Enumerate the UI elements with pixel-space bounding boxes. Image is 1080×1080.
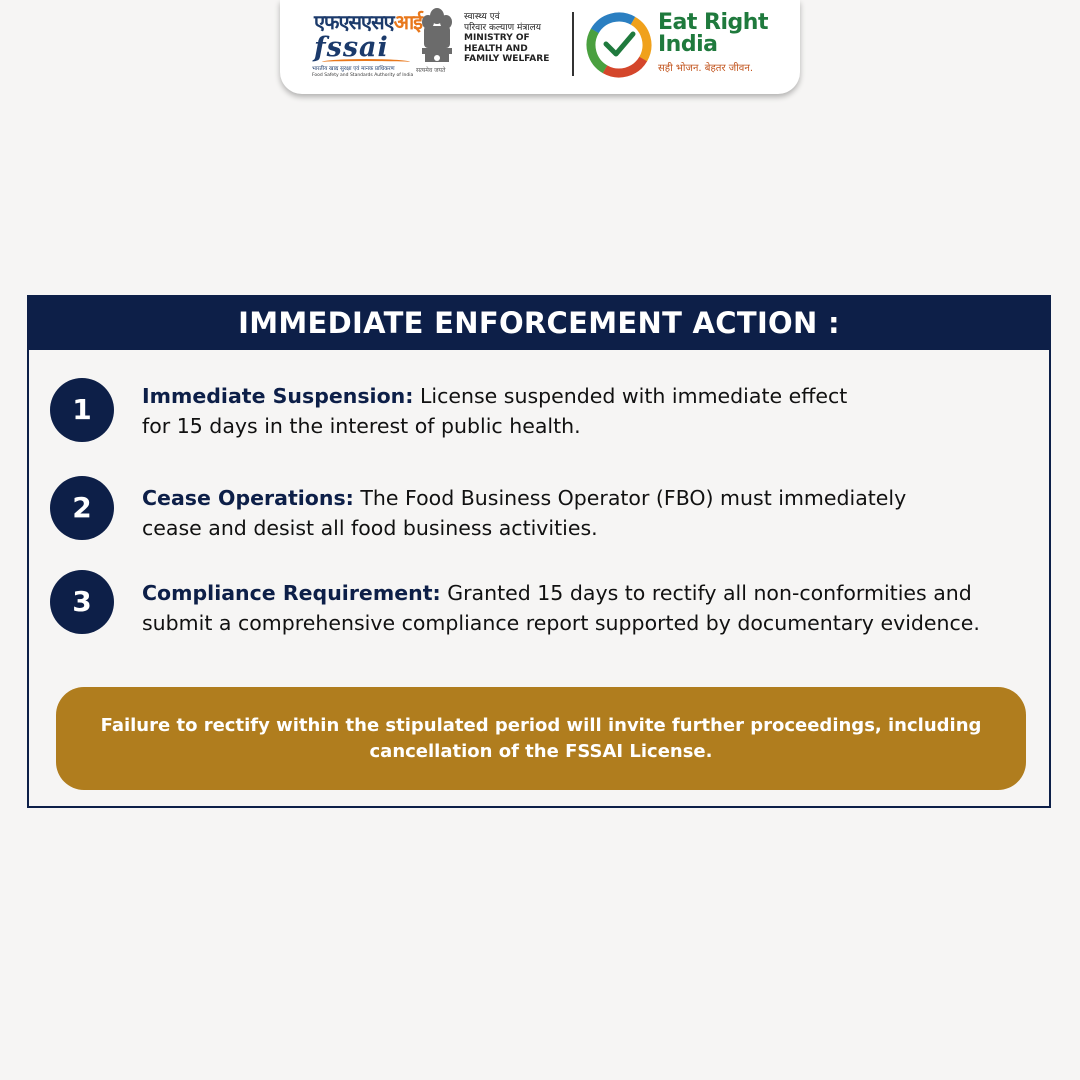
item-description-line-1: Granted 15 days to rectify all non-conformities and	[440, 581, 972, 605]
item-title: Immediate Suspension:	[142, 384, 414, 408]
fssai-hindi-wordmark	[314, 8, 422, 35]
item-description-line-2: submit a comprehensive compliance report supported by documentary evidence.	[142, 611, 980, 635]
item-description-line-1: License suspended with immediate effect	[413, 384, 848, 408]
ministry-english-line-3: FAMILY WELFARE	[464, 54, 550, 64]
logo-divider	[572, 12, 574, 76]
item-text	[142, 381, 1022, 441]
item-title: Cease Operations:	[142, 486, 354, 510]
eri-tagline: सही भोजन. बेहतर जीवन.	[658, 63, 754, 74]
fssai-wordmark: fssai	[314, 32, 389, 63]
warning-notice: Failure to rectify within the stipulated period will invite further proceedings, including cancellation of the FSSAI License.	[56, 687, 1026, 790]
item-description-line-1: The Food Business Operator (FBO) must immediately	[353, 486, 907, 510]
item-title: Compliance Requirement:	[142, 581, 441, 605]
fssai-hindi-accent: आई	[393, 10, 422, 34]
fssai-subtitle-hindi: भारतीय खाद्य सुरक्षा एवं मानक प्राधिकरण	[312, 66, 395, 72]
fssai-hindi-main: एफएसएसए	[314, 10, 394, 34]
item-description-line-2: cease and desist all food business activities.	[142, 516, 598, 540]
ministry-hindi-line-2: परिवार कल्याण मंत्रालय	[464, 22, 541, 33]
eri-line-2: India	[658, 32, 718, 57]
emblem-motto: सत्यमेव जयते	[416, 67, 446, 74]
item-number-badge: 2	[50, 476, 114, 540]
item-description-line-2: for 15 days in the interest of public health.	[142, 414, 581, 438]
ministry-name	[464, 12, 574, 65]
logo-bar	[280, 0, 800, 94]
item-number-badge: 1	[50, 378, 114, 442]
fssai-logo	[310, 6, 422, 82]
eri-line-1: Eat Right	[658, 10, 768, 35]
enforcement-card	[27, 295, 1051, 808]
eat-right-india-wordmark	[658, 12, 768, 56]
item-text	[142, 483, 1022, 543]
ministry-hindi-line-1: स्वास्थ्य एवं	[464, 12, 500, 22]
item-number-badge: 3	[50, 570, 114, 634]
item-text	[142, 578, 1022, 638]
eat-right-india-icon	[586, 12, 652, 78]
card-title: IMMEDIATE ENFORCEMENT ACTION :	[29, 297, 1049, 350]
fssai-subtitle-english: Food Safety and Standards Authority of India	[312, 73, 414, 78]
ministry-english-line-1: MINISTRY OF	[464, 33, 530, 43]
ministry-english-line-2: HEALTH AND	[464, 43, 528, 54]
